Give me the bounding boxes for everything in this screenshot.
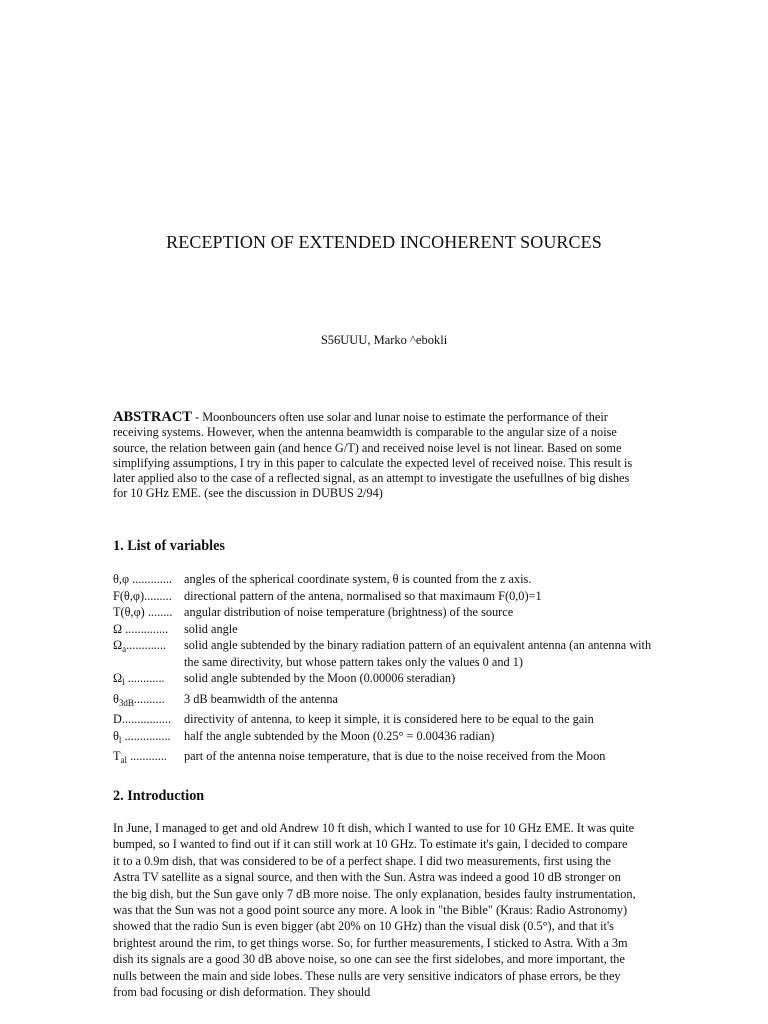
variable-description: part of the antenna noise temperature, that is due to the noise received from the Moon [184, 749, 606, 763]
variable-row [113, 604, 653, 621]
variable-symbol: Ω .............. [113, 621, 169, 636]
author-line: S56UUU, Marko ^ebokli [320, 333, 448, 347]
variable-row [113, 711, 653, 728]
variable-description: solid angle subtended by the binary radiation pattern of an equivalent antenna (an antenna with the same directivity, but whose pattern takes only the values 0 and 1) [184, 638, 652, 669]
variable-symbol: D................ [113, 712, 172, 726]
variable-symbol: $\theta_l$ ............... [113, 728, 171, 745]
variable-row [113, 588, 653, 605]
variable-row [113, 621, 653, 638]
variable-symbol: F(θ,φ)......... [113, 588, 172, 603]
variable-description: directivity of antenna, to keep it simple, it is considered here to be equal to the gain [184, 712, 594, 726]
abstract-text: - Moonbouncers often use solar and lunar noise to estimate the performance of their receiving systems. However, when the antenna beamwidth is comparable to the angular size of a noise source, the relation between gain (and hence G/T) and received noise level is not linear. Based on some simplifying assumptions, I try in this paper to calculate the expected level of received noise. This result is later applied also to the case of a reflected signal, as an attempt to investigate the usefullnes of big dishes for 10 GHz EME. (see the discussion in DUBUS 2/94) [113, 410, 633, 501]
variable-symbol: T(θ,φ) ........ [113, 605, 173, 619]
variable-description: solid angle [184, 621, 238, 636]
variable-row [113, 571, 653, 588]
variable-symbol: $T_{al}$ ............ [113, 749, 167, 765]
section-heading-introduction: 2. Introduction [113, 788, 205, 804]
variable-description: 3 dB beamwidth of the antenna [184, 691, 339, 706]
document-title: RECEPTION OF EXTENDED INCOHERENT SOURCES [166, 232, 602, 252]
variable-row [113, 728, 653, 749]
variable-description: angular distribution of noise temperature (brightness) of the source [184, 605, 514, 619]
variable-symbol: θ,φ ............. [113, 572, 173, 586]
section-heading-variables: 1. List of variables [113, 538, 225, 554]
variable-row [113, 691, 653, 712]
variable-symbol: $\Omega_a$............. [113, 638, 167, 654]
variable-row [113, 637, 653, 670]
variable-description: half the angle subtended by the Moon (0.25° = 0.00436 radian) [184, 728, 495, 743]
variable-symbol: $\theta_{3dB}$.......... [113, 691, 165, 708]
abstract-label: ABSTRACT [113, 409, 192, 425]
variable-description: solid angle subtended by the Moon (0.00006 steradian) [184, 671, 456, 685]
variable-description: angles of the spherical coordinate system, θ is counted from the z axis. [184, 572, 532, 586]
variables-list [113, 571, 653, 769]
introduction-paragraph: In June, I managed to get and old Andrew 10 ft dish, which I wanted to use for 10 GHz EME. It was quite bumped, so I wanted to find out if it can still work at 10 GHz. To estimate it's gain, I decided to compare it to a 0.9m dish, that was considered to be of a perfect shape. I did two measurements, first using the Astra TV satellite as a signal source, and then with the Sun. Astra was indeed a good 10 dB stronger on the big dish, but the Sun gave only 7 dB more noise. The only explanation, besides faulty instrumentation, was that the Sun was not a good point source any more. A look in "the Bible" (Kraus: Radio Astronomy) showed that the radio Sun is even bigger (abt 20% on 10 GHz) than the visual disk (0.5°), and that it's brightest around the rim, to get things worse. So, for further measurements, I sticked to Astra. With a 3m dish its signals are a good 30 dB above noise, so one can see the first sidelobes, and more important, the nulls between the main and side lobes. These nulls are very sensitive indicators of phase errors, be they from bad focusing or dish deformation. They should [113, 821, 636, 1000]
abstract-paragraph [113, 410, 633, 502]
variable-row [113, 670, 653, 691]
variable-symbol: $\Omega_l$ ............ [113, 671, 165, 687]
variable-row [113, 748, 653, 769]
variable-description: directional pattern of the antena, normalised so that maximaum F(0,0)=1 [184, 588, 542, 603]
